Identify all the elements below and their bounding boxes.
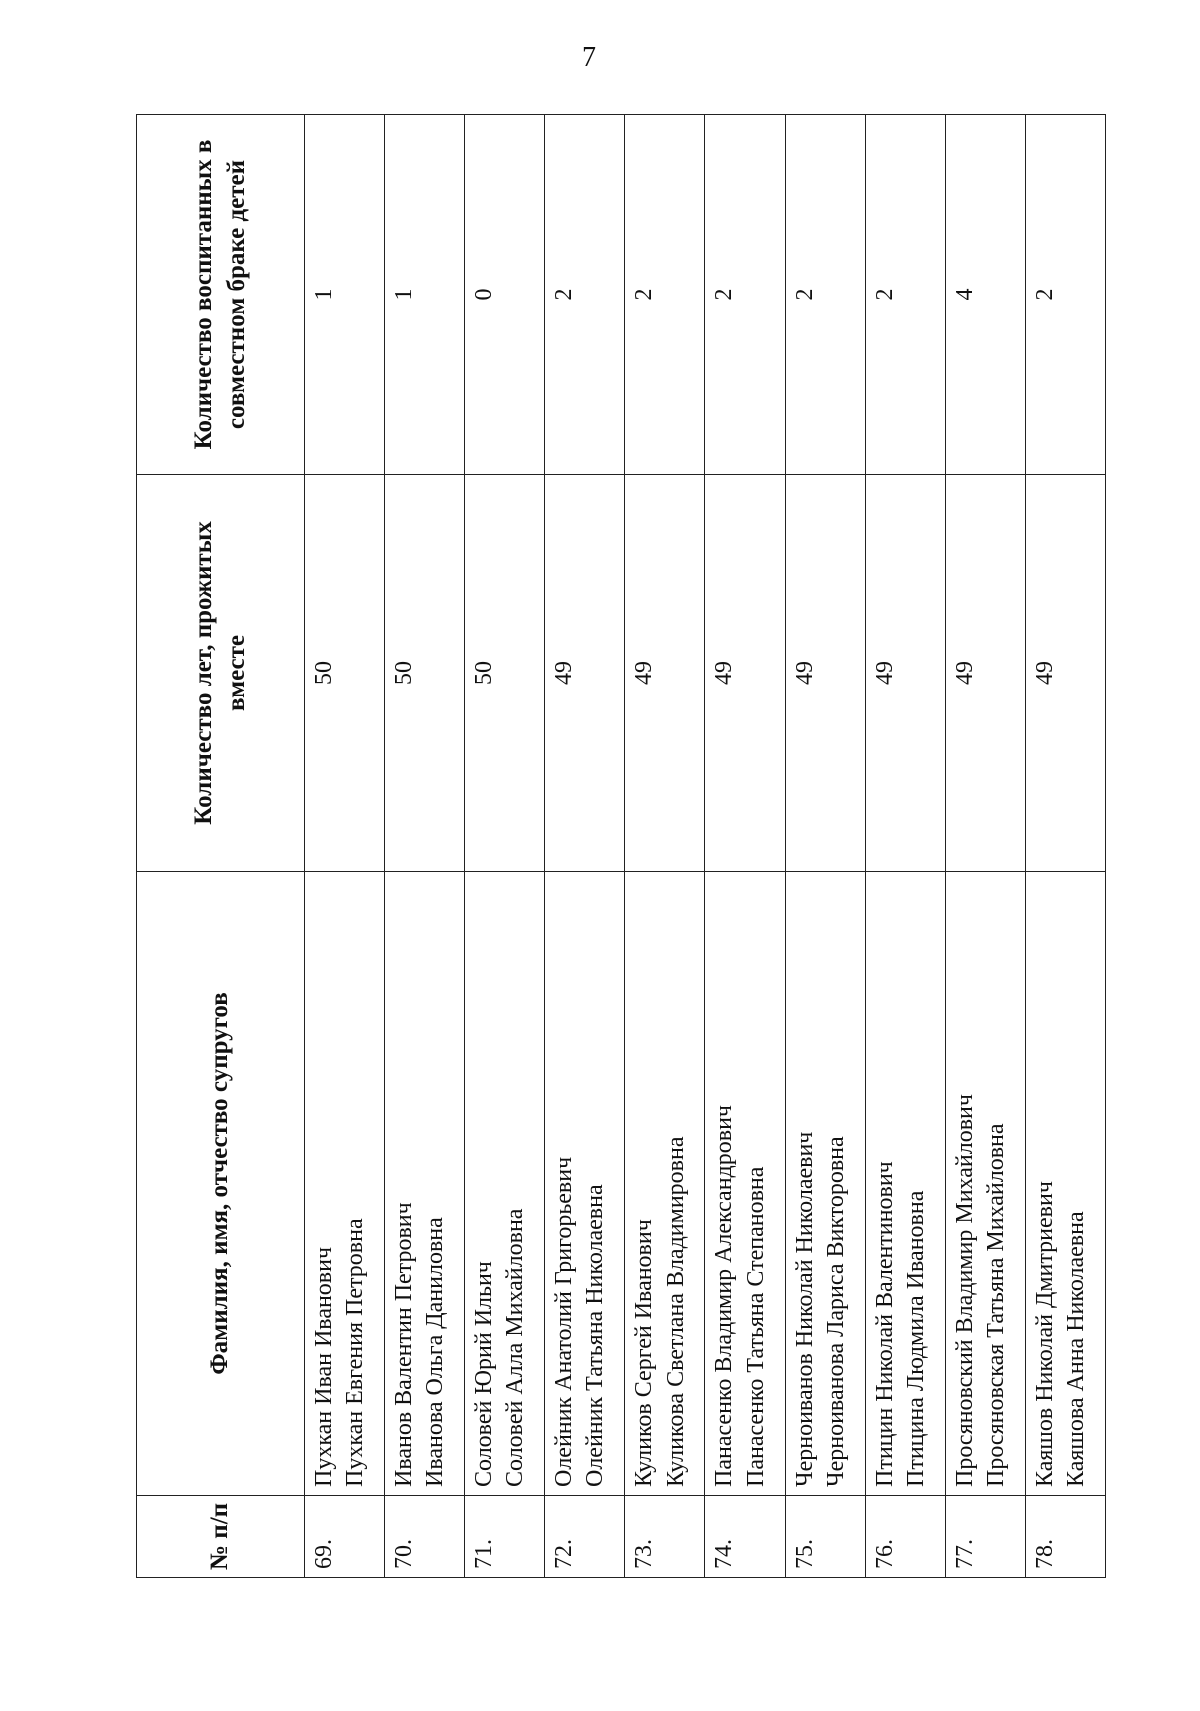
husband-name: Куликов Сергей Иванович (631, 1219, 658, 1487)
couple-names (385, 872, 465, 1496)
husband-name: Панасенко Владимир Александрович (711, 1104, 738, 1487)
children-count: 1 (385, 115, 465, 475)
row-number: 74. (705, 1496, 785, 1578)
husband-name: Просяновский Владимир Михайлович (951, 1094, 978, 1487)
husband-name: Пухкан Иван Иванович (311, 1246, 337, 1487)
children-count: 2 (865, 115, 945, 475)
husband-name: Каяшов Николай Дмитриевич (1031, 1181, 1058, 1487)
header-names: Фамилия, имя, отчество супругов (137, 872, 305, 1496)
children-count: 4 (945, 115, 1025, 475)
row-number: 72. (545, 1496, 625, 1578)
row-number: 78. (1025, 1496, 1105, 1578)
table-row (625, 115, 705, 1578)
wife-name: Иванова Ольга Даниловна (422, 1217, 449, 1487)
row-number: 70. (385, 1496, 465, 1578)
husband-name: Черноиванов Николай Николаевич (791, 1131, 818, 1487)
table-row (785, 115, 865, 1578)
husband-name: Олейник Анатолий Григорьевич (551, 1156, 578, 1487)
table-row (545, 115, 625, 1578)
rotated-table-frame (136, 115, 1106, 1578)
couple-names (865, 872, 945, 1496)
table-row (385, 115, 465, 1578)
couple-names (945, 872, 1025, 1496)
couple-names (705, 872, 785, 1496)
page-number: 7 (582, 42, 596, 73)
table-row (945, 115, 1025, 1578)
children-count: 2 (1025, 115, 1105, 475)
wife-name: Просяновская Татьяна Михайловна (982, 1123, 1009, 1487)
children-count: 0 (465, 115, 545, 475)
table-container (136, 115, 1106, 1578)
header-num: № п/п (137, 1496, 305, 1578)
couple-names (545, 872, 625, 1496)
couples-table (136, 114, 1106, 1578)
table-row (465, 115, 545, 1578)
husband-name: Иванов Валентин Петрович (391, 1202, 418, 1487)
header-children: Количество воспитанных в совместном браке детей (137, 115, 305, 475)
years-together: 49 (1025, 475, 1105, 872)
years-together: 49 (705, 475, 785, 872)
years-together: 50 (305, 475, 385, 872)
couple-names (1025, 872, 1105, 1496)
wife-name: Олейник Татьяна Николаевна (582, 1184, 609, 1487)
row-number: 75. (785, 1496, 865, 1578)
wife-name: Панасенко Татьяна Степановна (742, 1166, 769, 1487)
table-row (705, 115, 785, 1578)
children-count: 2 (545, 115, 625, 475)
years-together: 50 (385, 475, 465, 872)
row-number: 77. (945, 1496, 1025, 1578)
husband-name: Соловей Юрий Ильич (471, 1261, 498, 1487)
children-count: 2 (705, 115, 785, 475)
children-count: 2 (625, 115, 705, 475)
table-row (305, 115, 385, 1578)
years-together: 49 (545, 475, 625, 872)
table-row (1025, 115, 1105, 1578)
row-number: 73. (625, 1496, 705, 1578)
row-number: 76. (865, 1496, 945, 1578)
wife-name: Каяшова Анна Николаевна (1063, 1211, 1090, 1487)
couple-names (305, 872, 385, 1496)
years-together: 50 (465, 475, 545, 872)
couple-names (785, 872, 865, 1496)
wife-name: Черноиванова Лариса Викторовна (822, 1136, 849, 1487)
couple-names (465, 872, 545, 1496)
wife-name: Пухкан Евгения Петровна (342, 1218, 369, 1487)
children-count: 2 (785, 115, 865, 475)
children-count: 1 (305, 115, 385, 475)
years-together: 49 (945, 475, 1025, 872)
years-together: 49 (865, 475, 945, 872)
table-header-row (137, 115, 305, 1578)
wife-name: Куликова Светлана Владимировна (662, 1136, 689, 1487)
wife-name: Соловей Алла Михайловна (502, 1208, 529, 1487)
couple-names (625, 872, 705, 1496)
header-years: Количество лет, прожитых вместе (137, 475, 305, 872)
row-number: 71. (465, 1496, 545, 1578)
table-row (865, 115, 945, 1578)
husband-name: Птицин Николай Валентинович (871, 1161, 898, 1487)
years-together: 49 (625, 475, 705, 872)
wife-name: Птицина Людмила Ивановна (902, 1190, 929, 1487)
row-number: 69. (305, 1496, 385, 1578)
years-together: 49 (785, 475, 865, 872)
